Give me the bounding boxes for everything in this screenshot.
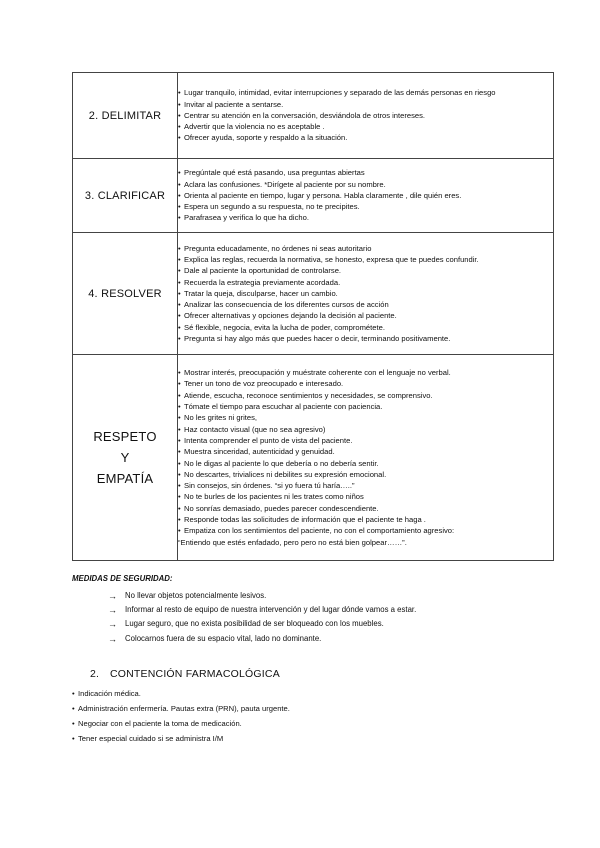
list-item: • Orienta al paciente en tiempo, lugar y persona. Habla claramente , dile quién eres. <box>178 190 553 201</box>
intervention-table <box>72 72 554 561</box>
list-item: • Tómate el tiempo para escuchar al paciente con paciencia. <box>178 401 553 412</box>
list-item: • Advertir que la violencia no es aceptable . <box>178 121 553 132</box>
list-item: • Intenta comprender el punto de vista del paciente. <box>178 435 553 446</box>
list-item: • Pregunta si hay algo más que puedes hacer o decir, terminando positivamente. <box>178 333 553 344</box>
list-item: • Parafrasea y verifica lo que ha dicho. <box>178 212 553 223</box>
list-item: • Tener especial cuidado si se administra I/M <box>72 731 552 746</box>
label-line: EMPATÍA <box>96 471 154 486</box>
list-item: • Sin consejos, sin órdenes. “si yo fuera tú haría…..” <box>178 480 553 491</box>
table-row <box>73 159 554 233</box>
security-measures <box>72 574 552 646</box>
list-item: • Recuerda la estrategia previamente acordada. <box>178 277 553 288</box>
list-item: • Aclara las confusiones. *Dirígete al paciente por su nombre. <box>178 179 553 190</box>
example-quote: “Entiendo que estés enfadado, pero pero no está bien golpear……”. <box>178 537 407 547</box>
list-item: → Informar al resto de equipo de nuestra intervención y del lugar dónde vamos a estar. <box>108 603 552 617</box>
table-row <box>73 355 554 561</box>
table-row <box>73 73 554 159</box>
label-line: RESPETO <box>93 429 157 444</box>
list-item: • Responde todas las solicitudes de información que el paciente te haga . <box>178 514 553 525</box>
row-content <box>178 233 554 355</box>
label-line: Y <box>120 450 130 465</box>
list-item: • Pregunta educadamente, no órdenes ni seas autoritario <box>178 243 553 254</box>
list-item: • Centrar su atención en la conversación, desviándola de otros intereses. <box>178 110 553 121</box>
list-item: • Negociar con el paciente la toma de medicación. <box>72 716 552 731</box>
row-label: 3. CLARIFICAR <box>73 159 178 233</box>
list-item: • Sé flexible, negocia, evita la lucha de poder, comprométete. <box>178 322 553 333</box>
table-row <box>73 233 554 355</box>
list-item: • Tratar la queja, disculparse, hacer un cambio. <box>178 288 553 299</box>
row-content <box>178 73 554 159</box>
list-item: • Empatiza con los sentimientos del paciente, no con el comportamiento agresivo: <box>178 525 553 536</box>
section-heading <box>90 668 280 680</box>
list-item: • Dale al paciente la oportunidad de controlarse. <box>178 265 553 276</box>
list-item: • Mostrar interés, preocupación y muéstrate coherente con el lenguaje no verbal. <box>178 367 553 378</box>
list-item: • Analizar las consecuencia de los diferentes cursos de acción <box>178 299 553 310</box>
security-title: MEDIDAS DE SEGURIDAD: <box>72 574 173 583</box>
row-label <box>73 355 178 561</box>
list-item: → Colocarnos fuera de su espacio vital, lado no dominante. <box>108 632 552 646</box>
list-item: • Administración enfermería. Pautas extra (PRN), pauta urgente. <box>72 701 552 716</box>
list-item: • Pregúntale qué está pasando, usa preguntas abiertas <box>178 167 553 178</box>
list-item: • Invitar al paciente a sentarse. <box>178 99 553 110</box>
list-item: • Espera un segundo a su respuesta, no te precipites. <box>178 201 553 212</box>
list-item: • No les grites ni grites, <box>178 412 553 423</box>
list-item: • Atiende, escucha, reconoce sentimientos y necesidades, se comprensivo. <box>178 390 553 401</box>
list-item: • Ofrecer alternativas y opciones dejando la decisión al paciente. <box>178 310 553 321</box>
list-item: • Ofrecer ayuda, soporte y respaldo a la situación. <box>178 132 553 143</box>
list-item: • Muestra sinceridad, autenticidad y genuidad. <box>178 446 553 457</box>
list-item: • No sonrías demasiado, puedes parecer condescendiente. <box>178 503 553 514</box>
list-item: → Lugar seguro, que no exista posibilidad de ser bloqueado con los muebles. <box>108 617 552 631</box>
list-item: • Explica las reglas, recuerda la normativa, se honesto, expresa que te puedes confundir. <box>178 254 553 265</box>
list-item: • No descartes, trivialices ni debilites su expresión emocional. <box>178 469 553 480</box>
list-item: • Indicación médica. <box>72 686 552 701</box>
section-number: 2. <box>90 668 100 680</box>
bullet-list <box>178 367 553 536</box>
list-item: • No te burles de los pacientes ni les trates como niños <box>178 491 553 502</box>
row-content <box>178 355 554 561</box>
list-item: • Tener un tono de voz preocupado e interesado. <box>178 378 553 389</box>
row-label: 4. RESOLVER <box>73 233 178 355</box>
security-list <box>72 589 552 646</box>
pharmacological-list <box>72 686 552 746</box>
bullet-list <box>178 167 553 223</box>
row-content <box>178 159 554 233</box>
row-label: 2. DELIMITAR <box>73 73 178 159</box>
list-item: • No le digas al paciente lo que debería o no debería sentir. <box>178 458 553 469</box>
bullet-list <box>178 87 553 143</box>
bullet-list <box>178 243 553 345</box>
list-item: • Lugar tranquilo, intimidad, evitar interrupciones y separado de las demás personas en riesgo <box>178 87 553 98</box>
section-title: CONTENCIÓN FARMACOLÓGICA <box>110 668 280 680</box>
list-item: → No llevar objetos potencialmente lesivos. <box>108 589 552 603</box>
list-item: • Haz contacto visual (que no sea agresivo) <box>178 424 553 435</box>
